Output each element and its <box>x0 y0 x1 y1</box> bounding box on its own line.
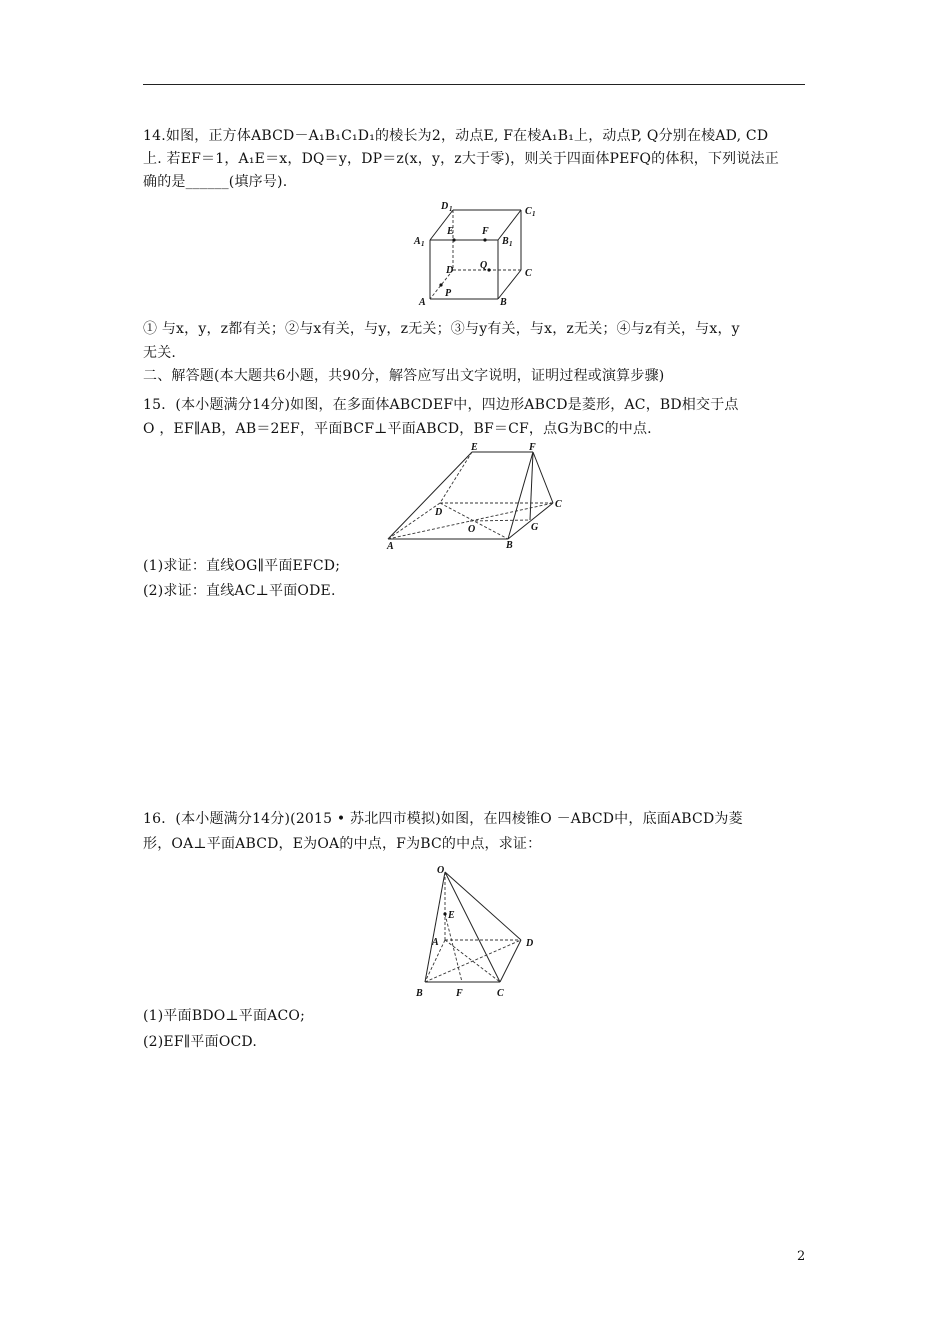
q14-text-line-1: 14.如图，正方体ABCD－A₁B₁C₁D₁的棱长为2，动点E, F在棱A₁B₁上，动点P, Q分别在棱AD, CD <box>143 128 769 144</box>
q15-text-line-2: O ，EF∥AB，AB＝2EF，平面BCF⊥平面ABCD，BF＝CF，点G为BC的中点. <box>143 421 652 437</box>
q16-label-E: E <box>448 910 455 921</box>
q16-label-B: B <box>416 988 423 999</box>
q16-label-C: C <box>497 988 504 999</box>
q15-label-G: G <box>531 522 539 533</box>
label-C1: C <box>525 206 532 217</box>
q14-text-line-3: 确的是______(填序号). <box>143 174 288 190</box>
q15-polyhedron-figure <box>378 440 578 556</box>
q14-text-line-2: 上. 若EF＝1，A₁E＝x，DQ＝y，DP＝z(x，y，z大于零)，则关于四面体PEFQ的体积，下列说法正 <box>143 151 779 167</box>
q14-options-line-1: ① 与x，y，z都有关；②与x有关，与y，z无关；③与y有关，与x，z无关；④与z有关，与x，y <box>143 321 740 337</box>
q16-label-O: O <box>437 865 445 876</box>
q15-label-A: A <box>387 541 394 552</box>
q15-label-D: D <box>435 507 443 518</box>
q16-text-line-1: 16．(本小题满分14分)(2015 • 苏北四市模拟)如图，在四棱锥O －ABCD中，底面ABCD为菱 <box>143 811 743 827</box>
page-number: 2 <box>797 1249 806 1264</box>
label-D1-sub: 1 <box>449 205 453 213</box>
q14-options-line-2: 无关. <box>143 345 177 361</box>
q16-pyramid-figure <box>405 860 550 1004</box>
label-C: C <box>525 268 532 279</box>
q16-label-F: F <box>456 988 463 999</box>
q16-part-1: (1)平面BDO⊥平面ACO; <box>143 1008 306 1024</box>
label-A: A <box>419 297 426 308</box>
q15-label-B: B <box>506 540 513 551</box>
label-P: P <box>445 288 452 299</box>
q15-label-C: C <box>555 499 562 510</box>
q15-label-F: F <box>529 442 536 453</box>
q16-label-A: A <box>432 937 439 948</box>
label-C1-sub: 1 <box>532 210 536 218</box>
section-heading: 二、解答题(本大题共6小题，共90分，解答应写出文字说明，证明过程或演算步骤) <box>143 368 665 384</box>
label-A1-sub: 1 <box>421 240 425 248</box>
label-F: F <box>482 226 489 237</box>
label-D: D <box>446 265 454 276</box>
label-D1: D <box>441 201 449 212</box>
q15-label-E: E <box>471 442 478 453</box>
q15-part-2: (2)求证：直线AC⊥平面ODE. <box>143 583 336 599</box>
label-B1-sub: 1 <box>509 240 513 248</box>
q15-text-line-1: 15．(本小题满分14分)如图，在多面体ABCDEF中，四边形ABCD是菱形，AC，BD相交于点 <box>143 397 739 413</box>
label-B: B <box>500 297 507 308</box>
q15-label-O: O <box>468 524 476 535</box>
q16-text-line-2: 形，OA⊥平面ABCD，E为OA的中点，F为BC的中点，求证： <box>143 836 542 852</box>
label-A1: A <box>414 236 421 247</box>
q16-part-2: (2)EF∥平面OCD. <box>143 1034 257 1050</box>
label-Q: Q <box>480 260 488 271</box>
header-rule <box>143 84 805 85</box>
label-E: E <box>447 226 454 237</box>
label-B1: B <box>502 236 509 247</box>
q16-label-D: D <box>526 938 534 949</box>
q14-cube-figure <box>405 198 545 314</box>
q15-part-1: (1)求证：直线OG∥平面EFCD; <box>143 558 341 574</box>
